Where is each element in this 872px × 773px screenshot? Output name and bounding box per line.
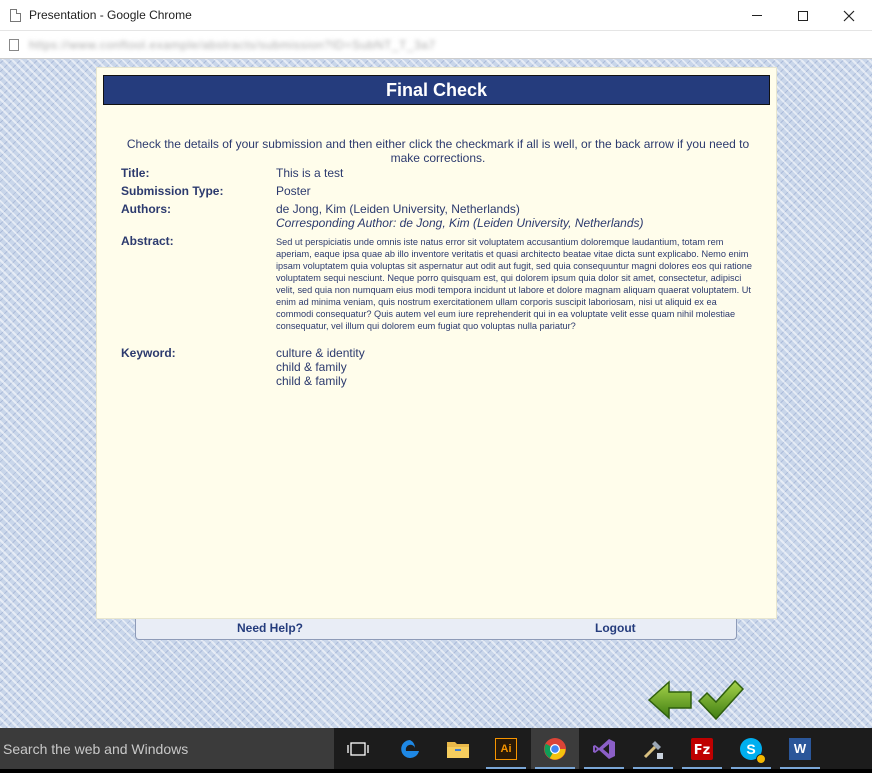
corresponding-author: Corresponding Author: de Jong, Kim (Leiden University, Netherlands) (276, 216, 644, 230)
minimize-icon (752, 15, 762, 16)
taskbar-search-input[interactable]: Search the web and Windows (0, 728, 334, 769)
page-icon (9, 39, 19, 51)
svg-text:Fz: Fz (693, 742, 711, 758)
filezilla-taskbar-button[interactable] (678, 728, 726, 769)
submission-type-value: Poster (276, 184, 311, 198)
screen-edge (0, 769, 872, 773)
word-icon: W (789, 738, 811, 760)
window-title-bar (0, 0, 872, 31)
skype-letter: S (746, 740, 756, 757)
maximize-button[interactable] (780, 0, 826, 31)
title-label: Title: (121, 166, 150, 180)
minimize-button[interactable] (734, 0, 780, 31)
logout-link[interactable]: Logout (595, 621, 636, 635)
tool-taskbar-button[interactable] (629, 728, 677, 769)
visual-studio-taskbar-button[interactable] (580, 728, 628, 769)
final-check-panel (96, 67, 777, 619)
abstract-label: Abstract: (121, 234, 174, 248)
filezilla-icon (691, 738, 713, 760)
illustrator-taskbar-button[interactable] (482, 728, 530, 769)
close-button[interactable] (826, 0, 872, 31)
close-icon (843, 10, 855, 22)
maximize-icon (798, 11, 808, 21)
skype-taskbar-button[interactable] (727, 728, 775, 769)
skype-icon (740, 738, 762, 760)
authors-value (276, 202, 644, 230)
footer-nav (135, 619, 737, 640)
back-button[interactable] (647, 679, 695, 721)
word-taskbar-button[interactable] (776, 728, 824, 769)
page-icon (10, 9, 21, 22)
tool-icon (641, 737, 665, 761)
author-name: de Jong, Kim (Leiden University, Netherlands) (276, 202, 520, 216)
file-explorer-taskbar-button[interactable] (434, 728, 482, 769)
visual-studio-icon (592, 737, 616, 761)
need-help-link[interactable]: Need Help? (237, 621, 304, 635)
keyword-item: child & family (276, 360, 347, 374)
keyword-list (276, 346, 365, 388)
url-field[interactable]: https://www.conftool.example/abstracts/submission?ID=SubNT_T_3a7 (29, 37, 436, 52)
keyword-label: Keyword: (121, 346, 176, 360)
authors-label: Authors: (121, 202, 171, 216)
title-value: This is a test (276, 166, 344, 180)
edge-taskbar-button[interactable] (386, 728, 434, 769)
illustrator-icon: Ai (495, 738, 517, 760)
page-viewport (0, 59, 872, 728)
keyword-item: child & family (276, 374, 347, 388)
abstract-value: Sed ut perspiciatis unde omnis iste natus error sit voluptatem accusantium doloremque laudantium, totam rem aperiam, eaque ipsa quae ab illo inventore veritatis et quasi architecto beatae vitae dicta sunt explicabo. Nemo enim ipsam voluptatem quia voluptas sit aspernatur aut odit aut fugit, sed quia consequuntur magni dolores eos qui ratione voluptatem sequi nesciunt. Neque porro quisquam est, qui dolorem ipsum quia dolor sit amet, consectetur, adipisci velit, sed quia non numquam eius modi tempora incidunt ut labore et dolore magnam aliquam quaerat voluptatem. Ut enim ad minima veniam, quis nostrum exercitationem ullam corporis suscipit laboriosam, nisi ut aliquid ex ea commodi consequatur? Quis autem vel eum iure reprehenderit qui in ea voluptate velit esse quam nihil molestiae consequatur, vel illum qui dolorem eum fugiat quo voluptas nulla pariatur? (276, 237, 753, 331)
file-explorer-icon (446, 739, 470, 759)
chrome-taskbar-button[interactable] (531, 728, 579, 769)
page-title: Final Check (103, 75, 770, 105)
address-bar[interactable] (0, 31, 872, 59)
taskbar (0, 728, 872, 773)
edge-icon (399, 738, 421, 760)
submit-checkmark-button[interactable] (697, 679, 745, 721)
chrome-icon (543, 737, 567, 761)
back-arrow-icon (647, 679, 695, 721)
window-title: Presentation - Google Chrome (29, 8, 192, 22)
task-view-button[interactable] (334, 728, 382, 769)
checkmark-icon (697, 679, 745, 721)
task-view-icon (347, 741, 369, 757)
instructions-text: Check the details of your submission and then either click the checkmark if all is well, or the back arrow if you need to make corrections. (126, 137, 750, 165)
submission-type-label: Submission Type: (121, 184, 224, 198)
keyword-item: culture & identity (276, 346, 365, 360)
notification-badge (756, 754, 766, 764)
